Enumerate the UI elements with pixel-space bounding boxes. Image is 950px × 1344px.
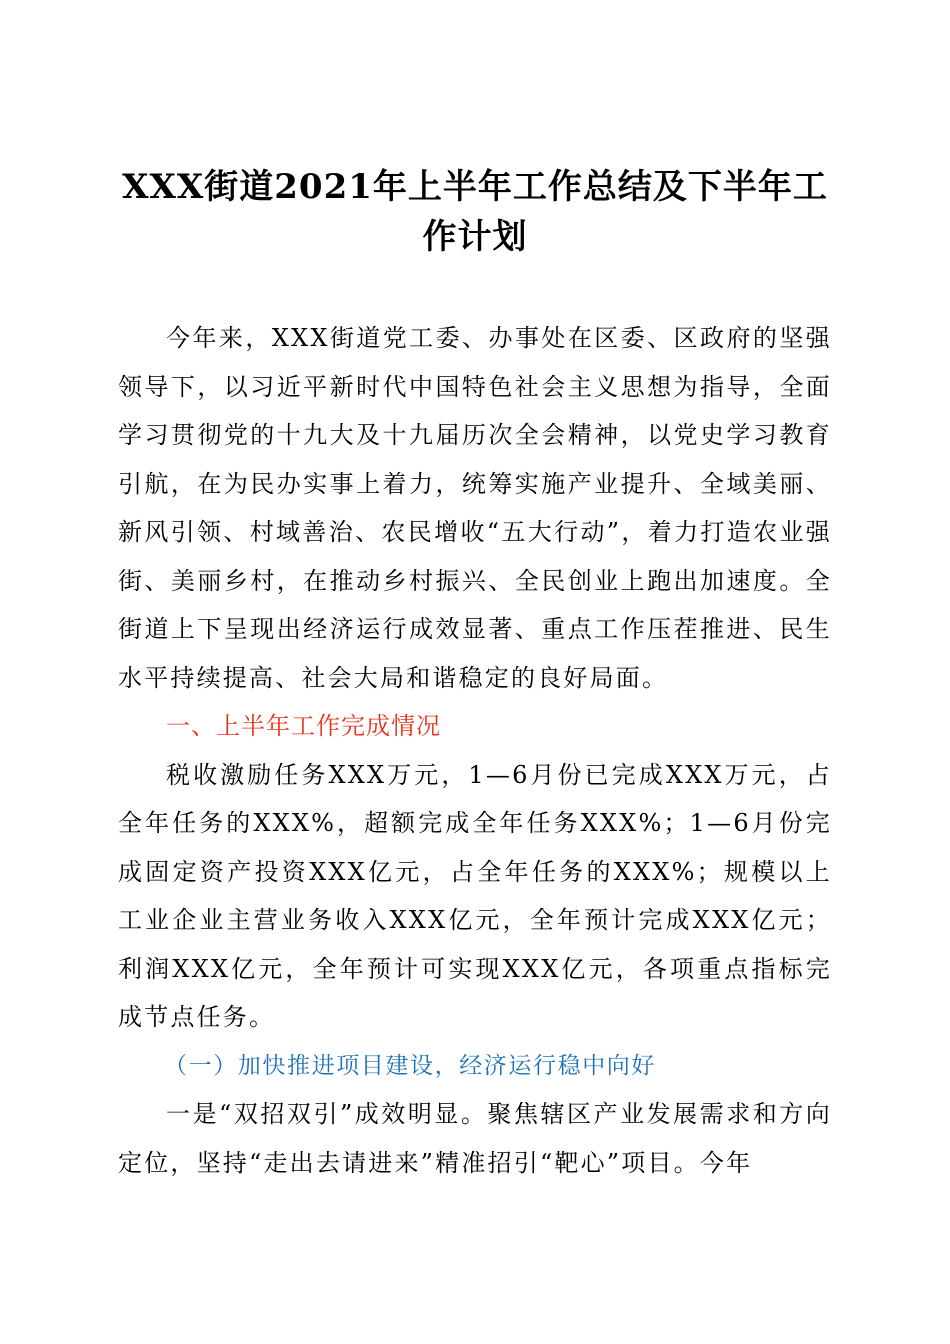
section-heading-first-half: 一、上半年工作完成情况 (166, 712, 441, 740)
section-paragraph-targets: 税收激励任务XXX万元，1—6月份已完成XXX万元，占全年任务的XXX%，超额完成全年任务XXX%；1—6月份完成固定资产投资XXX亿元，占全年任务的XXX%；规模以上工业企业主营业务收入XXX亿元，全年预计完成XXX亿元；利润XXX亿元，全年预计可实现XXX亿元，各项重点指标完成节点任务。 (118, 760, 832, 1031)
subsection-paragraph-investment: 一是“双招双引”成效明显。聚焦辖区产业发展需求和方向定位，坚持“走出去请进来”精准招引“靶心”项目。今年 (118, 1100, 832, 1177)
intro-paragraph: 今年来，XXX街道党工委、办事处在区委、区政府的坚强领导下，以习近平新时代中国特色社会主义思想为指导，全面学习贯彻党的十九大及十九届历次全会精神，以党史学习教育引航，在为民办实事上着力，统筹实施产业提升、全域美丽、新风引领、村域善治、农民增收“五大行动”，着力打造农业强街、美丽乡村，在推动乡村振兴、全民创业上跑出加速度。全街道上下呈现出经济运行成效显著、重点工作压茬推进、民生水平持续提高、社会大局和谐稳定的良好局面。 (118, 324, 832, 692)
document-body (118, 314, 832, 1187)
subsection-heading-projects: （一）加快推进项目建设，经济运行稳中向好 (164, 1052, 656, 1079)
document-title: XXX街道2021年上半年工作总结及下半年工作计划 (122, 167, 828, 257)
